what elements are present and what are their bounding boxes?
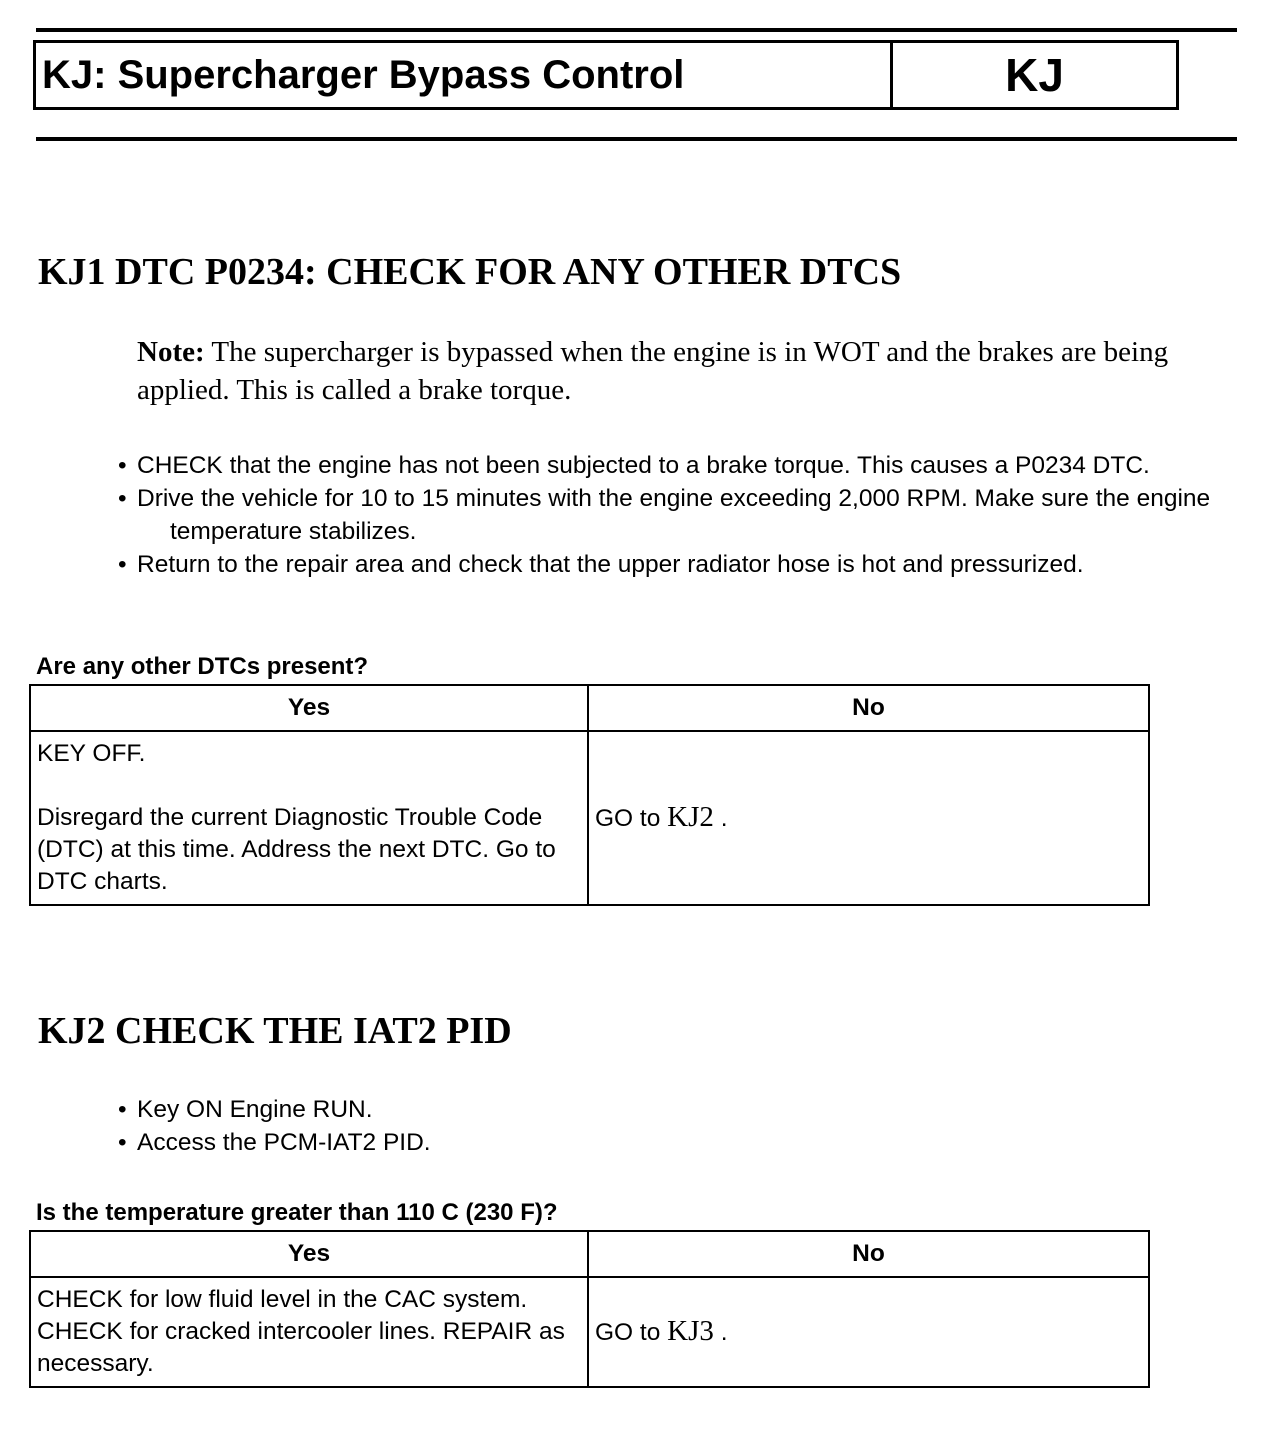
kj2-steps [118, 1093, 1238, 1159]
step-text: CHECK that the engine has not been subjected to a brake torque. This causes a P0234 DTC. [137, 452, 1150, 479]
no-prefix: GO to [595, 1319, 668, 1346]
yes-header: Yes [30, 1231, 588, 1277]
kj1-steps [118, 449, 1238, 581]
top-rule [36, 28, 1237, 32]
yes-cell [30, 1277, 588, 1387]
list-item [118, 548, 1238, 581]
section-title-kj1: KJ1 DTC P0234: CHECK FOR ANY OTHER DTCS [38, 251, 902, 293]
step-text: Access the PCM-IAT2 PID. [137, 1129, 431, 1156]
header-bottom-rule [36, 137, 1237, 141]
no-header: No [588, 1231, 1149, 1277]
goto-kj2-link[interactable]: KJ2 [667, 801, 714, 833]
goto-kj3-link[interactable]: KJ3 [667, 1315, 714, 1347]
no-suffix: . [713, 805, 728, 832]
no-cell [588, 731, 1149, 905]
bullet-icon: • [118, 1096, 127, 1123]
note-label: Note: [137, 336, 205, 368]
yes-instruction: Disregard the current Diagnostic Trouble Code (DTC) at this time. Address the next DTC. Go to DTC charts. [37, 804, 556, 895]
question-kj1: Are any other DTCs present? [36, 653, 369, 680]
yes-action: KEY OFF. [37, 740, 146, 767]
decision-table-kj1 [29, 684, 1150, 906]
bullet-icon: • [118, 452, 127, 479]
step-text: Key ON Engine RUN. [137, 1096, 373, 1123]
list-item [118, 482, 1238, 548]
yes-action: CHECK for low fluid level in the CAC system. CHECK for cracked intercooler lines. REPAIR as necessary. [37, 1286, 565, 1377]
no-prefix: GO to [595, 805, 668, 832]
page-header [33, 40, 1179, 110]
note-text: The supercharger is bypassed when the engine is in WOT and the brakes are being applied. This is called a brake torque. [137, 336, 1169, 406]
bullet-icon: • [118, 1129, 127, 1156]
yes-header: Yes [30, 685, 588, 731]
step-text: Drive the vehicle for 10 to 15 minutes with the engine exceeding 2,000 RPM. Make sure the engine temperature stabilizes. [137, 485, 1211, 545]
list-item [118, 1126, 1238, 1159]
list-item [118, 1093, 1238, 1126]
bullet-icon: • [118, 551, 127, 578]
no-cell [588, 1277, 1149, 1387]
question-kj2: Is the temperature greater than 110 C (230 F)? [36, 1199, 558, 1226]
step-text: Return to the repair area and check that the upper radiator hose is hot and pressurized. [137, 551, 1084, 578]
section-title-kj2: KJ2 CHECK THE IAT2 PID [38, 1010, 512, 1052]
section-code: KJ [1005, 49, 1064, 101]
list-item [118, 449, 1238, 482]
note [137, 333, 1217, 409]
decision-table-kj2 [29, 1230, 1150, 1388]
no-header: No [588, 685, 1149, 731]
yes-cell [30, 731, 588, 905]
bullet-icon: • [118, 485, 127, 512]
page-title: KJ: Supercharger Bypass Control [36, 43, 893, 107]
no-suffix: . [713, 1319, 728, 1346]
